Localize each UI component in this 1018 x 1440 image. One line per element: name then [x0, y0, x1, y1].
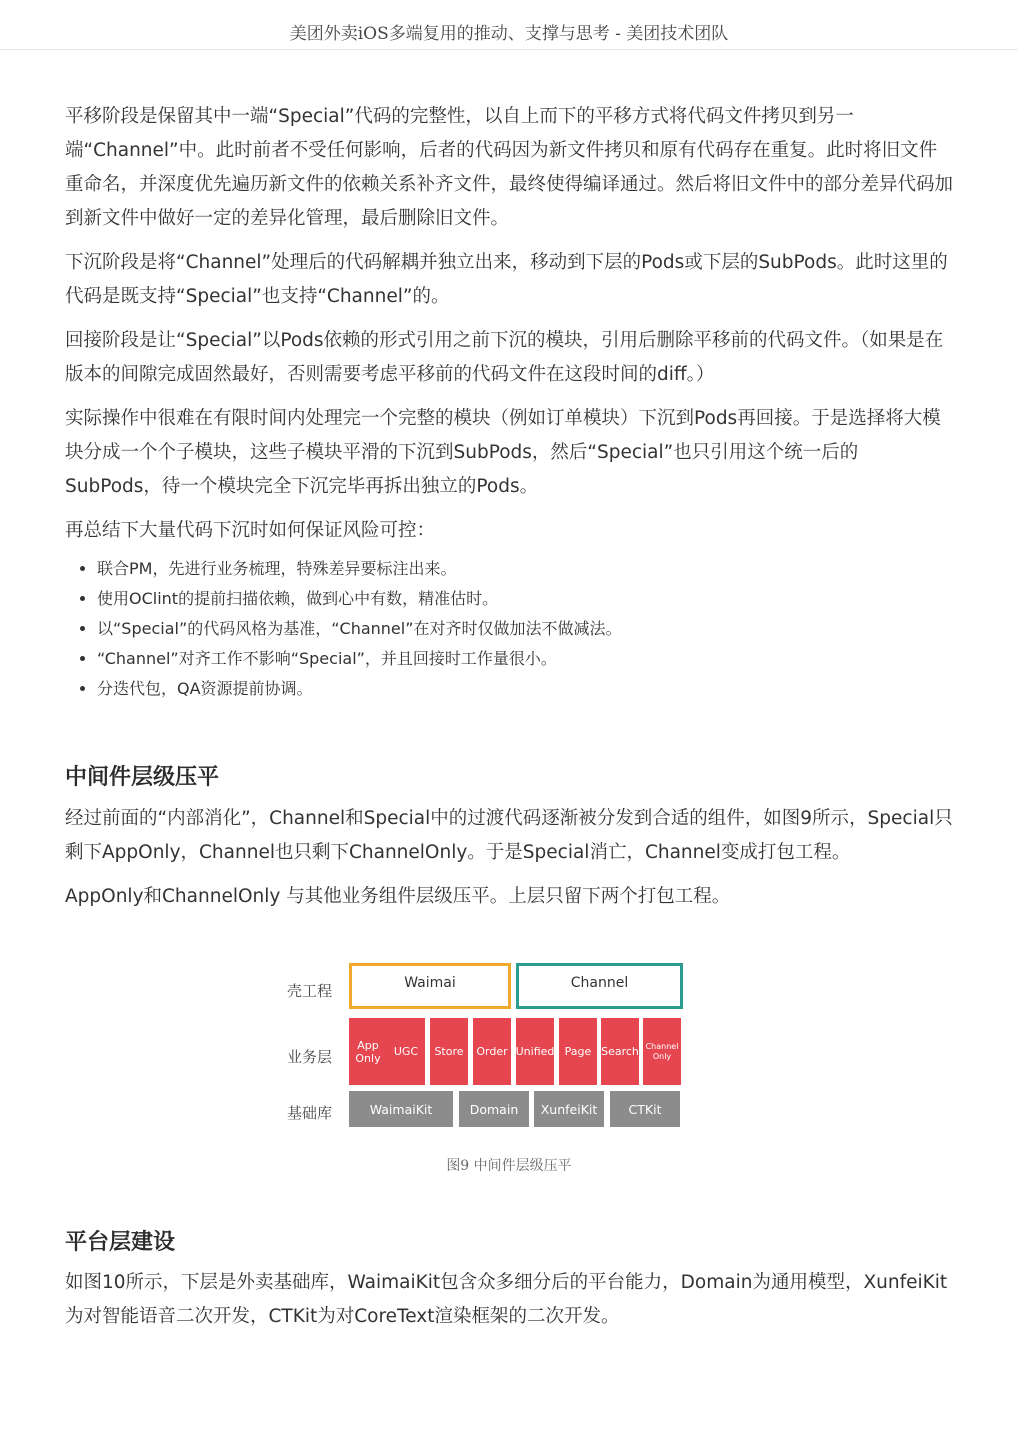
base-module-xunfeikit: XunfeiKit — [534, 1091, 604, 1127]
section-platform — [65, 1266, 955, 1344]
base-module-domain: Domain — [459, 1091, 529, 1127]
section-middleware — [65, 802, 955, 924]
business-module-page: Page — [559, 1018, 597, 1085]
list-item: • 分迭代包，QA资源提前协调。 — [97, 674, 955, 704]
figure-caption: 图9 中间件层级压平 — [446, 1158, 572, 1174]
base-module-waimaikit: WaimaiKit — [349, 1091, 453, 1127]
paragraph-reconnect: 回接阶段是让“Special”以Pods依赖的形式引用之前下沉的模块，引用后删除平移前的代码文件。（如果是在版本的间隙完成固然最好，否则需要考虑平移前的代码文件在这段时间的diff。） — [65, 330, 944, 385]
paragraph-digest: 经过前面的“内部消化”，Channel和Special中的过渡代码逐渐被分发到合适的组件，如图9所示，Special只剩下AppOnly，Channel也只剩下ChannelOnly。于是Special消亡，Channel变成打包工程。 — [65, 808, 953, 863]
business-module-apponly: App Only — [349, 1018, 387, 1085]
paragraph-sinking: 下沉阶段是将“Channel”处理后的代码解耦并独立出来，移动到下层的Pods或下层的SubPods。此时这里的代码是既支持“Special”也支持“Channel”的。 — [65, 252, 948, 307]
business-module-ugc: UGC — [387, 1018, 425, 1085]
section-heading-middleware: 中间件层级压平 — [65, 765, 220, 790]
paragraph-practice: 实际操作中很难在有限时间内处理完一个完整的模块（例如订单模块）下沉到Pods再回接。于是选择将大模块分成一个个子模块，这些子模块平滑的下沉到SubPods，然后“Special”也只引用这个统一后的SubPods，待一个模块完全下沉完毕再拆出独立的Pods。 — [65, 408, 941, 497]
business-module-order: Order — [473, 1018, 511, 1085]
paragraph-platform: 如图10所示，下层是外卖基础库，WaimaiKit包含众多细分后的平台能力，Domain为通用模型，XunfeiKit为对智能语音二次开发，CTKit为对CoreText渲染框架的二次开发。 — [65, 1272, 948, 1327]
row-label-shell: 壳工程 — [287, 982, 333, 1000]
page-title: 美团外卖iOS多端复用的推动、支撑与思考 - 美团技术团队 — [289, 24, 729, 44]
section-sinking — [65, 100, 955, 704]
paragraph-translation: 平移阶段是保留其中一端“Special”代码的完整性，以自上而下的平移方式将代码文件拷贝到另一端“Channel”中。此时前者不受任何影响，后者的代码因为新文件拷贝和原有代码存在重复。此时将旧文件重命名，并深度优先遍历新文件的依赖关系补齐文件，最终使得编译通过。然后将旧文件中的部分差异代码加到新文件中做好一定的差异化管理，最后删除旧文件。 — [65, 106, 954, 229]
shell-channel-box: Channel — [516, 963, 683, 1009]
list-item: • “Channel”对齐工作不影响“Special”，并且回接时工作量很小。 — [97, 644, 955, 674]
list-item: • 联合PM，先进行业务梳理，特殊差异要标注出来。 — [97, 554, 955, 584]
row-label-base: 基础库 — [287, 1104, 333, 1122]
list-item: • 以“Special”的代码风格为基准，“Channel”在对齐时仅做加法不做减法。 — [97, 614, 955, 644]
shell-waimai-box: Waimai — [349, 963, 511, 1009]
business-module-store: Store — [430, 1018, 468, 1085]
paragraph-flatten: AppOnly和ChannelOnly 与其他业务组件层级压平。上层只留下两个打包工程。 — [65, 886, 731, 907]
paragraph-summary: 再总结下大量代码下沉时如何保证风险可控： — [65, 520, 436, 541]
page-header — [0, 0, 1018, 50]
business-module-channelonly: Channel Only — [643, 1018, 681, 1085]
row-label-business: 业务层 — [287, 1048, 333, 1066]
business-module-unified: Unified — [516, 1018, 554, 1085]
section-heading-platform: 平台层建设 — [65, 1230, 176, 1255]
business-module-search: Search — [601, 1018, 639, 1085]
risk-list — [65, 554, 955, 704]
base-module-ctkit: CTKit — [610, 1091, 680, 1127]
architecture-figure — [285, 958, 695, 1138]
list-item: • 使用OClint的提前扫描依赖，做到心中有数，精准估时。 — [97, 584, 955, 614]
